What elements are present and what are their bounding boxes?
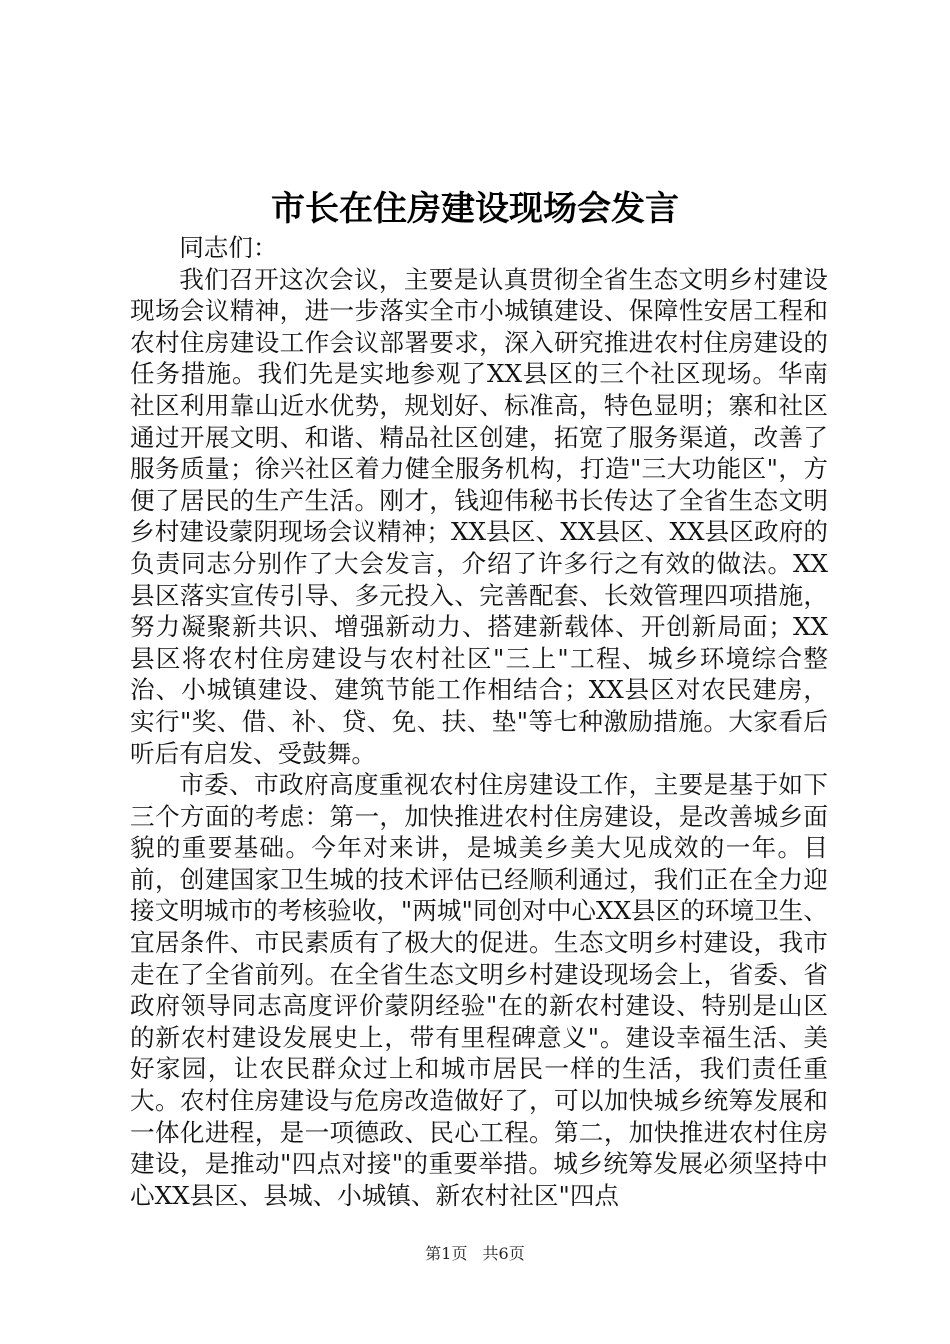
paragraph-1: 我们召开这次会议，主要是认真贯彻全省生态文明乡村建设现场会议精神，进一步落实全市小城镇建设、保障性安居工程和农村住房建设工作会议部署要求，深入研究推进农村住房建设的任务措施。我们先是实地参观了XX县区的三个社区现场。华南社区利用靠山近水优势，规划好、标准高，特色显明；寨和社区通过开展文明、和谐、精品社区创建，拓宽了服务渠道，改善了服务质量；徐兴社区着力健全服务机构，打造"三大功能区"，方便了居民的生产生活。刚才，钱迎伟秘书长传达了全省生态文明乡村建设蒙阴现场会议精神；XX县区、XX县区、XX县区政府的负责同志分别作了大会发言，介绍了许多行之有效的做法。XX县区落实宣传引导、多元投入、完善配套、长效管理四项措施，努力凝聚新共识、增强新动力、搭建新载体、开创新局面；XX县区将农村住房建设与农村社区"三上"工程、城乡环境综合整治、小城镇建设、建筑节能工作相结合；XX县区对农民建房，实行"奖、借、补、贷、免、扶、垫"等七种激励措施。大家看后听后有启发、受鼓舞。 [130, 264, 828, 768]
document-body [130, 232, 828, 1211]
salutation: 同志们： [179, 233, 278, 262]
page-number: 第1页 [425, 1244, 468, 1263]
document-title: 市长在住房建设现场会发言 [271, 189, 679, 229]
page-footer [0, 1242, 950, 1266]
paragraph-2: 市委、市政府高度重视农村住房建设工作，主要是基于如下三个方面的考虑：第一，加快推进农村住房建设，是改善城乡面貌的重要基础。今年对来讲，是城美乡美大见成效的一年。目前，创建国家卫生城的技术评估已经顺利通过，我们正在全力迎接文明城市的考核验收，"两城"同创对中心XX县区的环境卫生、宜居条件、市民素质有了极大的促进。生态文明乡村建设，我市走在了全省前列。在全省生态文明乡村建设现场会上，省委、省政府领导同志高度评价蒙阴经验"在的新农村建设、特别是山区的新农村建设发展史上，带有里程碑意义"。建设幸福生活、美好家园，让农民群众过上和城市居民一样的生活，我们责任重大。农村住房建设与危房改造做好了，可以加快城乡统筹发展和一体化进程，是一项德政、民心工程。第二，加快推进农村住房建设，是推动"四点对接"的重要举措。城乡统筹发展必须坚持中心XX县区、县城、小城镇、新农村社区"四点 [130, 770, 828, 1210]
page-total: 共6页 [482, 1244, 525, 1263]
